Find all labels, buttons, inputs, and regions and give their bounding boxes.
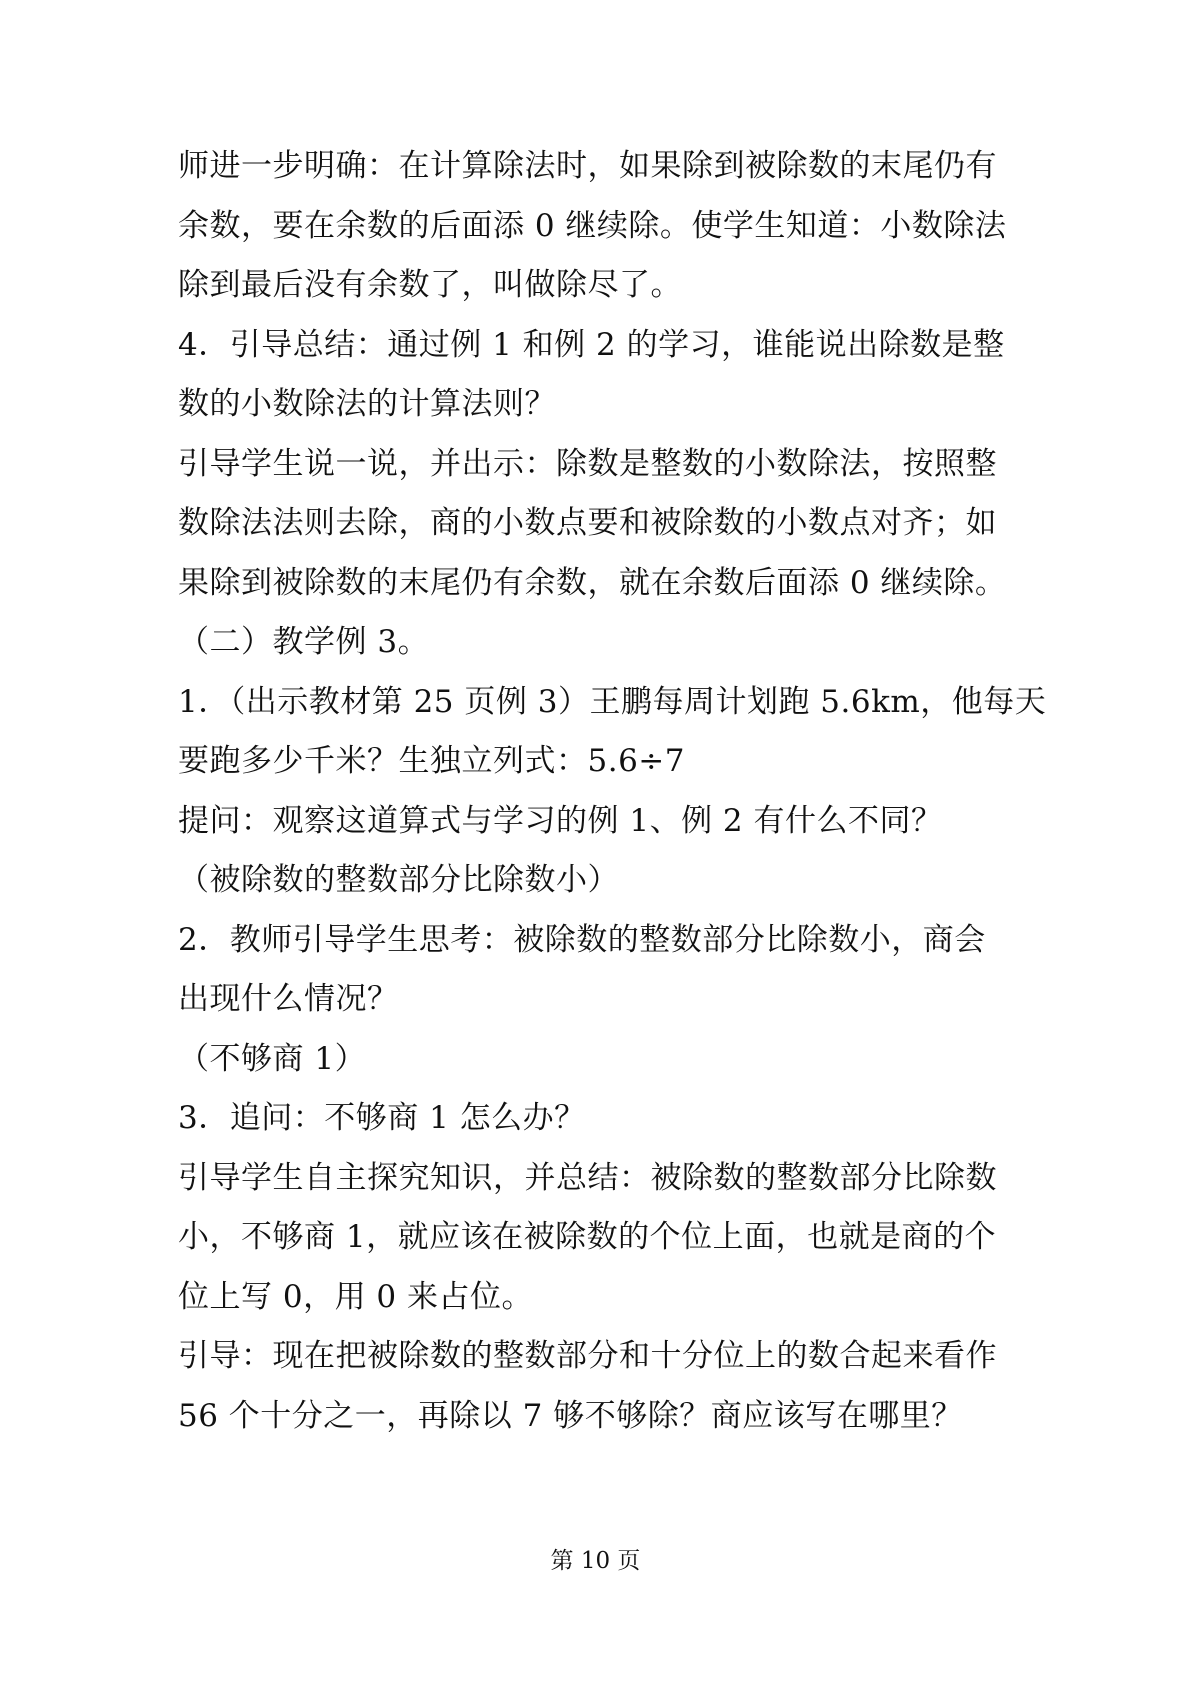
text-line: 出现什么情况？: [178, 981, 399, 1017]
text-line: 要跑多少千米？生独立列式：5.6÷7: [178, 743, 685, 779]
section-heading: （二）教学例 3。: [178, 624, 430, 660]
text-line: 小，不够商 1，就应该在被除数的个位上面，也就是商的个: [178, 1219, 997, 1255]
text-line: 引导：现在把被除数的整数部分和十分位上的数合起来看作: [178, 1338, 997, 1374]
text-line: 余数，要在余数的后面添 0 继续除。使学生知道：小数除法: [178, 207, 1007, 244]
text-line: 果除到被除数的末尾仍有余数，就在余数后面添 0 继续除。: [178, 564, 1007, 601]
text-line: 2．教师引导学生思考：被除数的整数部分比除数小，商会: [178, 921, 986, 958]
text-line: 4．引导总结：通过例 1 和例 2 的学习，谁能说出除数是整: [178, 326, 1005, 363]
text-line: 师进一步明确：在计算除法时，如果除到被除数的末尾仍有: [178, 148, 997, 184]
text-line: 提问：观察这道算式与学习的例 1、例 2 有什么不同？: [178, 802, 943, 839]
text-line: 数的小数除法的计算法则？: [178, 386, 556, 422]
page-number: 第 10 页: [550, 1548, 641, 1574]
document-body: [178, 137, 1047, 1446]
text-line: 1．（出示教材第 25 页例 3）王鹏每周计划跑 5.6km，他每天: [178, 683, 1047, 720]
text-line: （不够商 1）: [178, 1040, 367, 1077]
text-line: （被除数的整数部分比除数小）: [178, 862, 619, 898]
text-line: 56 个十分之一，再除以 7 够不够除？商应该写在哪里？: [178, 1397, 963, 1434]
text-line: 数除法法则去除，商的小数点要和被除数的小数点对齐；如: [178, 505, 997, 541]
text-line: 引导学生自主探究知识，并总结：被除数的整数部分比除数: [178, 1159, 997, 1196]
text-line: 除到最后没有余数了，叫做除尽了。: [178, 267, 682, 303]
text-line: 3．追问：不够商 1 怎么办？: [178, 1100, 586, 1136]
text-line: 引导学生说一说，并出示：除数是整数的小数除法，按照整: [178, 445, 997, 482]
text-line: 位上写 0，用 0 来占位。: [178, 1278, 534, 1315]
